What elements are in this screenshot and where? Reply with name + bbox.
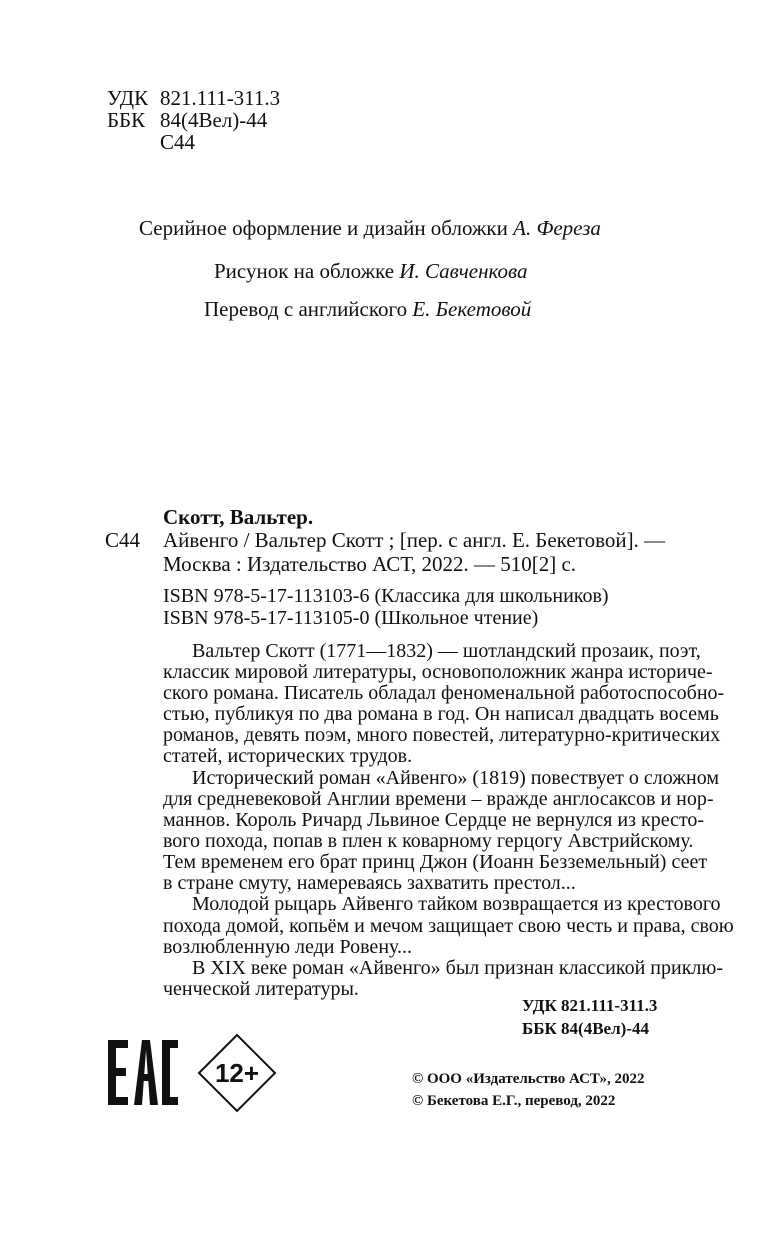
annotation-line: Вальтер Скотт (1771—1832) — шотландский прозаик, поэт, [192,640,701,662]
credit-name: И. Савченкова [399,259,528,283]
author-mark: С44 [160,130,196,154]
footer-bbk: ББК 84(4Вел)-44 [522,1019,649,1038]
catalog-title-line: Айвенго / Вальтер Скотт ; [пер. с англ. Е. Бекетовой]. — [163,528,666,552]
annotation-line: ченческой литературы. [163,978,359,1000]
author-heading: Скотт, Вальтер. [163,505,314,529]
annotation-line: Исторический роман «Айвенго» (1819) повествует о сложном [192,767,720,789]
catalog-mark: С44 [105,528,141,552]
age-rating-badge [197,1033,277,1113]
credit-design [139,216,601,241]
annotation-line: похода домой, копьём и мечом защищает свою честь и права, свою [163,915,734,937]
annotation-line: классик мировой литературы, основоположник жанра историче- [163,661,713,683]
credit-text: Рисунок на обложке [214,259,395,283]
isbn-line: ISBN 978-5-17-113103-6 (Классика для школьников) [163,585,609,607]
credit-translation [204,297,531,322]
credit-illustration [214,259,528,284]
annotation-line: возлюбленную леди Ровену... [163,936,413,958]
annotation-line: романов, девять поэм, много повестей, литературно-критических [163,724,721,746]
annotation-line: для средневековой Англии времени – вражде англосаксов и нор- [163,788,714,810]
age-rating-text: 12+ [214,1058,260,1088]
annotation-line: стью, публикуя по два романа в год. Он написал двадцать восемь [163,703,719,725]
annotation-line: В XIX веке роман «Айвенго» был признан классикой приклю- [192,957,723,979]
credit-text: Серийное оформление и дизайн обложки [139,216,508,240]
annotation-line: в стране смуту, намереваясь захватить престол... [163,872,576,894]
copyright-line: © Бекетова Е.Г., перевод, 2022 [412,1093,616,1109]
bbk-value: 84(4Вел)-44 [160,108,268,132]
annotation-line: Тем временем его брат принц Джон (Иоанн Безземельный) сеет [163,851,708,873]
isbn-line: ISBN 978-5-17-113105-0 (Школьное чтение) [163,607,539,629]
udk-value: 821.111-311.3 [160,86,281,110]
footer-udk: УДК 821.111-311.3 [522,996,658,1015]
annotation-line: маннов. Король Ричард Львиное Сердце не вернулся из кресто- [163,809,705,831]
bbk-label: ББК [107,108,146,132]
eac-mark-icon [108,1040,178,1105]
credit-text: Перевод с английского [204,297,408,321]
udk-label: УДК [107,86,149,110]
annotation-line: Молодой рыцарь Айвенго тайком возвращается из крестового [192,893,721,915]
credit-name: Е. Бекетовой [412,297,532,321]
annotation-line: статей, исторических трудов. [163,745,413,767]
copyright-line: © ООО «Издательство АСТ», 2022 [412,1071,645,1087]
annotation-line: ского романа. Писатель обладал феноменальной работоспособно- [163,682,725,704]
annotation-line: вого похода, попав в плен к коварному герцогу Австрийскому. [163,830,694,852]
credit-name: А. Фереза [513,216,601,240]
catalog-imprint-line: Москва : Издательство АСТ, 2022. — 510[2] с. [163,552,577,576]
